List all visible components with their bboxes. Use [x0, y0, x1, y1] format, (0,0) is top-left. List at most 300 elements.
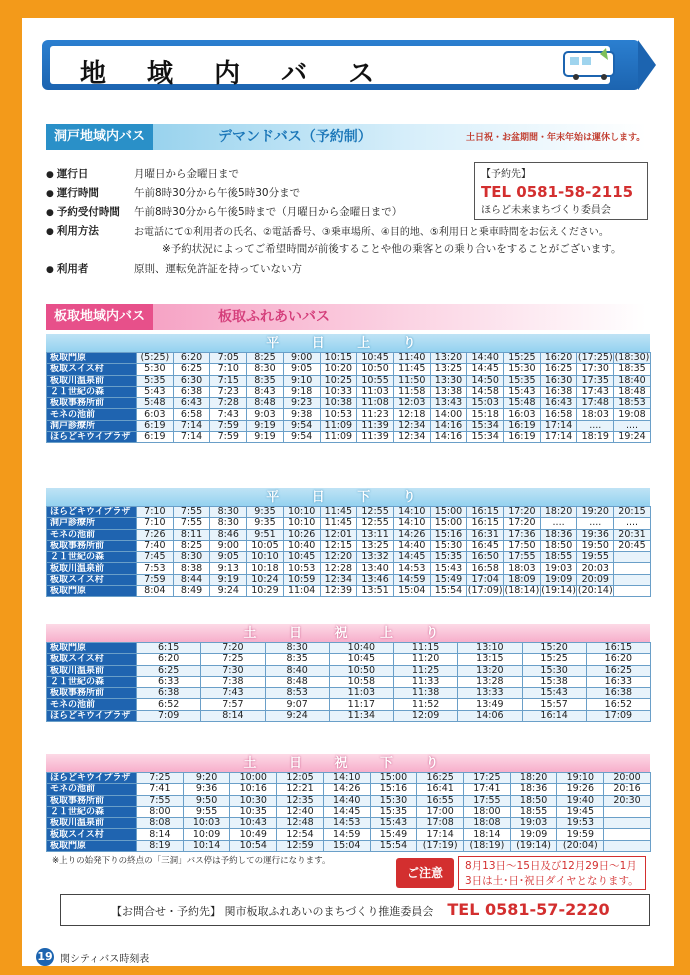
departure-time: 6:25 [137, 665, 201, 676]
departure-time: 16:25 [540, 364, 577, 375]
departure-time: 6:19 [137, 420, 174, 431]
departure-time: 15:04 [323, 840, 370, 851]
departure-time: 14:10 [393, 518, 430, 529]
itadori-area-label: 板取地域内バス [46, 304, 153, 330]
departure-time: 7:23 [210, 386, 247, 397]
departure-time: 17:20 [504, 518, 541, 529]
departure-time: 13:46 [357, 574, 394, 585]
departure-time: 11:23 [357, 409, 394, 420]
departure-time: 20:15 [614, 507, 651, 518]
table-row [47, 574, 651, 585]
departure-time: .... [614, 420, 651, 431]
departure-time: 8:49 [173, 586, 210, 597]
departure-time: 8:38 [173, 563, 210, 574]
departure-time: 9:35 [247, 518, 284, 529]
stop-name: ２１世紀の森 [47, 552, 137, 563]
departure-time: 17:20 [504, 507, 541, 518]
departure-time: 19:10 [557, 773, 604, 784]
departure-time: 20:45 [614, 540, 651, 551]
departure-time: 19:59 [557, 829, 604, 840]
departure-time: 10:45 [283, 552, 320, 563]
reservation-box [474, 162, 648, 220]
departure-time: 9:07 [265, 699, 329, 710]
departure-time: 5:43 [137, 386, 174, 397]
departure-time: 8:11 [173, 529, 210, 540]
info-value: 午前8時30分から午後5時まで（月曜日から金曜日まで） [134, 206, 403, 218]
page-number: 19 [36, 948, 54, 966]
departure-time: 12:59 [277, 840, 324, 851]
departure-time: 13:20 [458, 665, 522, 676]
departure-time: 19:24 [614, 432, 651, 443]
departure-time: 15:00 [370, 773, 417, 784]
departure-time: 6:30 [173, 375, 210, 386]
bus-icon [562, 48, 622, 80]
departure-time: 9:54 [283, 420, 320, 431]
departure-time: 19:03 [540, 563, 577, 574]
departure-time: 18:50 [510, 795, 557, 806]
departure-time: 10:54 [230, 840, 277, 851]
departure-time: 18:19 [577, 432, 614, 443]
departure-time [614, 552, 651, 563]
departure-time: 17:04 [467, 574, 504, 585]
departure-time: 13:33 [458, 688, 522, 699]
departure-time: 14:45 [467, 364, 504, 375]
departure-time: 18:00 [464, 806, 511, 817]
departure-time: 10:58 [329, 676, 393, 687]
stop-name: 洞戸診療所 [47, 420, 137, 431]
table-row [47, 710, 651, 721]
departure-time: 10:10 [283, 507, 320, 518]
departure-time: 9:38 [283, 409, 320, 420]
departure-time: 11:34 [329, 710, 393, 721]
departure-time: 11:40 [393, 353, 430, 364]
page-title: 地 域 内 バ ス [80, 59, 391, 89]
table-row [47, 540, 651, 551]
departure-time: 20:16 [604, 784, 651, 795]
departure-time: 12:21 [277, 784, 324, 795]
departure-time: 7:28 [210, 398, 247, 409]
departure-time: 6:38 [137, 688, 201, 699]
departure-time: 15:03 [467, 398, 504, 409]
stop-name: 板取門原 [47, 840, 137, 851]
departure-time: 11:03 [357, 386, 394, 397]
departure-time: 12:35 [277, 795, 324, 806]
departure-time: 9:50 [183, 795, 230, 806]
timetable-heading: 土 日 祝 上 り [46, 624, 650, 644]
info-key: ● 利用方法 [46, 223, 134, 238]
departure-time: 6:25 [173, 364, 210, 375]
departure-time: 6:15 [137, 643, 201, 654]
departure-time [604, 818, 651, 829]
table-row [47, 586, 651, 597]
reservation-phone[interactable]: TEL 0581-58-2115 [481, 183, 634, 201]
departure-time: 16:52 [586, 699, 650, 710]
departure-time: 10:50 [357, 364, 394, 375]
departure-time: .... [577, 420, 614, 431]
info-value: 月曜日から金曜日まで [134, 168, 239, 180]
departure-time: 8:04 [137, 586, 174, 597]
departure-time: 15:20 [522, 643, 586, 654]
departure-time: 13:43 [430, 398, 467, 409]
departure-time: 14:40 [393, 540, 430, 551]
departure-time: 13:28 [458, 676, 522, 687]
departure-time: 10:00 [230, 773, 277, 784]
departure-time: 18:36 [510, 784, 557, 795]
stop-name: 板取事務所前 [47, 688, 137, 699]
departure-time: 9:55 [183, 806, 230, 817]
departure-time: 9:23 [283, 398, 320, 409]
departure-time: 10:59 [283, 574, 320, 585]
departure-time: 17:41 [464, 784, 511, 795]
departure-time: 6:43 [173, 398, 210, 409]
departure-time: 6:58 [173, 409, 210, 420]
departure-time: 7:26 [137, 529, 174, 540]
departure-time: 18:40 [614, 375, 651, 386]
departure-time: 8:25 [247, 353, 284, 364]
footnote: ※上りの始発下りの終点の「三洞」バス停は予約しての運行になります。 [52, 856, 331, 866]
dome-service-note: 土日祝・お盆期間・年末年始は運休します。 [466, 133, 646, 143]
departure-time: 12:20 [320, 552, 357, 563]
info-row [46, 259, 646, 278]
departure-time: 13:51 [357, 586, 394, 597]
departure-time: 8:30 [210, 518, 247, 529]
departure-time: 8:43 [247, 386, 284, 397]
departure-time: 12:55 [357, 507, 394, 518]
contact-phone[interactable]: TEL 0581-57-2220 [447, 900, 610, 919]
departure-time: 11:20 [394, 654, 458, 665]
departure-time: 14:16 [430, 420, 467, 431]
departure-time: 6:20 [137, 654, 201, 665]
departure-time: 7:40 [137, 540, 174, 551]
departure-time: 7:30 [201, 665, 265, 676]
departure-time: 9:24 [265, 710, 329, 721]
departure-time: 11:03 [329, 688, 393, 699]
timetable-page [22, 18, 674, 966]
departure-time: 10:25 [320, 375, 357, 386]
departure-time: 8:30 [265, 643, 329, 654]
departure-time: 16:19 [504, 432, 541, 443]
departure-time: 11:58 [393, 386, 430, 397]
contact-box [60, 894, 650, 926]
departure-time: 18:03 [577, 409, 614, 420]
departure-time: 15:00 [430, 518, 467, 529]
itadori-service-label: 板取ふれあいバス [218, 309, 330, 325]
departure-time: 19:03 [510, 818, 557, 829]
departure-time: 18:14 [464, 829, 511, 840]
departure-time: 15:30 [504, 364, 541, 375]
departure-time: 6:52 [137, 699, 201, 710]
departure-time: 8:00 [137, 806, 184, 817]
departure-time: 15:00 [430, 507, 467, 518]
reservation-label: 【予約先】 [481, 169, 531, 180]
departure-time: 9:03 [247, 409, 284, 420]
departure-time: 7:45 [137, 552, 174, 563]
departure-time: 10:14 [183, 840, 230, 851]
departure-time: 10:09 [183, 829, 230, 840]
table-row [47, 507, 651, 518]
departure-time: 10:18 [247, 563, 284, 574]
departure-time: 10:10 [283, 518, 320, 529]
departure-time: 9:18 [283, 386, 320, 397]
departure-time: 14:00 [430, 409, 467, 420]
stop-name: ほらどキウイプラザ [47, 432, 137, 443]
departure-time: 18:48 [614, 386, 651, 397]
departure-time: 8:14 [137, 829, 184, 840]
departure-time: 7:43 [210, 409, 247, 420]
departure-time: 9:36 [183, 784, 230, 795]
departure-time: 14:58 [467, 386, 504, 397]
departure-time: 18:36 [540, 529, 577, 540]
departure-time: 15:38 [522, 676, 586, 687]
departure-time: 9:20 [183, 773, 230, 784]
departure-time: 10:40 [283, 540, 320, 551]
stop-name: モネの池前 [47, 529, 137, 540]
departure-time: 18:03 [504, 563, 541, 574]
departure-time: 14:06 [458, 710, 522, 721]
departure-time: 11:09 [320, 432, 357, 443]
stop-name: 板取門原 [47, 643, 137, 654]
departure-time: 9:19 [247, 420, 284, 431]
departure-time: 7:15 [210, 375, 247, 386]
departure-time: 13:32 [357, 552, 394, 563]
stop-name: 板取事務所前 [47, 795, 137, 806]
departure-time: 8:44 [173, 574, 210, 585]
departure-time: 6:38 [173, 386, 210, 397]
departure-time: 10:24 [247, 574, 284, 585]
departure-time: 10:33 [320, 386, 357, 397]
departure-time: 12:34 [320, 574, 357, 585]
departure-time: 16:41 [417, 784, 464, 795]
contact-label: 【お問合せ・予約先】 関市板取ふれあいのまちづくり推進委員会 [111, 905, 434, 918]
departure-time: 14:50 [467, 375, 504, 386]
departure-time: 14:26 [323, 784, 370, 795]
departure-time: 15:43 [522, 688, 586, 699]
departure-time: 16:38 [586, 688, 650, 699]
departure-time: 17:35 [577, 375, 614, 386]
timetable-heading: 平 日 下 り [46, 488, 650, 508]
departure-time: 10:55 [357, 375, 394, 386]
departure-time: 8:53 [265, 688, 329, 699]
departure-time: 18:50 [540, 540, 577, 551]
departure-time: 13:25 [357, 540, 394, 551]
departure-time: 18:53 [614, 398, 651, 409]
departure-time: 5:35 [137, 375, 174, 386]
info-value: 原則、運転免許証を持っていない方 [134, 263, 302, 275]
departure-time: 19:20 [577, 507, 614, 518]
departure-time: 7:20 [201, 643, 265, 654]
departure-time: 10:29 [247, 586, 284, 597]
departure-time: (17:25) [577, 352, 613, 364]
departure-time: 11:33 [394, 676, 458, 687]
departure-time: 15:30 [370, 795, 417, 806]
departure-time: 17:09 [586, 710, 650, 721]
departure-time: 16:25 [586, 665, 650, 676]
departure-time: 8:30 [247, 364, 284, 375]
departure-time: (19:14) [510, 840, 557, 851]
departure-time: 15:35 [504, 375, 541, 386]
departure-time: 9:24 [210, 586, 247, 597]
departure-time: 12:05 [277, 773, 324, 784]
departure-time: 6:33 [137, 676, 201, 687]
departure-time: 14:45 [323, 806, 370, 817]
departure-time: 8:14 [201, 710, 265, 721]
departure-time: 17:50 [504, 540, 541, 551]
departure-time: 12:18 [393, 409, 430, 420]
departure-time: 10:49 [230, 829, 277, 840]
departure-time: (18:19) [464, 840, 511, 851]
departure-time: 7:10 [137, 507, 174, 518]
departure-time: (20:14) [577, 585, 613, 597]
itadori-section-header [46, 304, 646, 330]
stop-name: 板取スイス村 [47, 829, 137, 840]
timetable [46, 642, 651, 722]
stop-name: モネの池前 [47, 699, 137, 710]
table-row [47, 432, 651, 443]
departure-time: 15:16 [430, 529, 467, 540]
departure-time: 13:20 [430, 353, 467, 364]
table-row [47, 829, 651, 840]
table-row [47, 643, 651, 654]
departure-time: 8:48 [247, 398, 284, 409]
departure-time: 6:03 [137, 409, 174, 420]
departure-time: (18:30) [614, 352, 650, 364]
departure-time: 15:18 [467, 409, 504, 420]
departure-time: 10:40 [329, 643, 393, 654]
departure-time: 16:43 [540, 398, 577, 409]
departure-time: 9:10 [283, 375, 320, 386]
table-row [47, 420, 651, 431]
caution-label: ご注意 [396, 858, 454, 888]
departure-time: 17:43 [577, 386, 614, 397]
stop-name: 板取スイス村 [47, 654, 137, 665]
dome-section-header [46, 124, 646, 150]
departure-time: 10:38 [320, 398, 357, 409]
departure-time: 15:49 [430, 574, 467, 585]
departure-time: 12:09 [394, 710, 458, 721]
table-row [47, 375, 651, 386]
departure-time: 17:25 [464, 773, 511, 784]
stop-name: ほらどキウイプラザ [47, 710, 137, 721]
table-row [47, 784, 651, 795]
departure-time: 19:26 [557, 784, 604, 795]
departure-time: 18:09 [504, 574, 541, 585]
departure-time: 8:35 [247, 375, 284, 386]
table-row [47, 665, 651, 676]
departure-time: 12:55 [357, 518, 394, 529]
departure-time: 16:45 [467, 540, 504, 551]
departure-time: 17:55 [504, 552, 541, 563]
departure-time: (18:14) [504, 585, 540, 597]
stop-name: 板取門原 [47, 586, 137, 597]
departure-time: 19:53 [557, 818, 604, 829]
info-key: ● 運行時間 [46, 185, 134, 200]
departure-time: .... [540, 518, 577, 529]
departure-time: 19:45 [557, 806, 604, 817]
departure-time: 9:54 [283, 432, 320, 443]
departure-time: 15:34 [467, 420, 504, 431]
stop-name: 板取川温泉前 [47, 375, 137, 386]
departure-time: 10:26 [283, 529, 320, 540]
departure-time: 11:04 [283, 586, 320, 597]
departure-time: 15:48 [504, 398, 541, 409]
departure-time: 7:53 [137, 563, 174, 574]
page-footer [36, 948, 149, 966]
stop-name: 板取川温泉前 [47, 665, 137, 676]
departure-time: 11:45 [320, 507, 357, 518]
departure-time: 8:30 [210, 507, 247, 518]
departure-time: 8:40 [265, 665, 329, 676]
departure-time: .... [614, 518, 651, 529]
departure-time: 13:10 [458, 643, 522, 654]
departure-time: 7:59 [210, 432, 247, 443]
departure-time: 17:36 [504, 529, 541, 540]
table-row [47, 699, 651, 710]
departure-time: 17:00 [417, 806, 464, 817]
departure-time: 8:08 [137, 818, 184, 829]
departure-time: (19:14) [541, 585, 576, 597]
departure-time: 12:15 [320, 540, 357, 551]
departure-time: 20:03 [577, 563, 614, 574]
table-row [47, 409, 651, 420]
departure-time: 15:49 [370, 829, 417, 840]
departure-time: 7:05 [210, 353, 247, 364]
info-row [46, 221, 646, 240]
table-row [47, 552, 651, 563]
departure-time: 5:30 [137, 364, 174, 375]
departure-time: 15:43 [370, 818, 417, 829]
departure-time: 8:25 [173, 540, 210, 551]
departure-time: 7:59 [137, 574, 174, 585]
stop-name: ２１世紀の森 [47, 386, 137, 397]
stop-name: 板取川温泉前 [47, 818, 137, 829]
title-banner [42, 40, 640, 90]
info-key: ● 運行日 [46, 166, 134, 181]
departure-time: 16:30 [540, 375, 577, 386]
departure-time: 8:19 [137, 840, 184, 851]
departure-time: 17:14 [417, 829, 464, 840]
departure-time: 10:43 [230, 818, 277, 829]
departure-time: 16:15 [586, 643, 650, 654]
departure-time: 16:50 [467, 552, 504, 563]
departure-time: 15:54 [370, 840, 417, 851]
departure-time: 7:09 [137, 710, 201, 721]
stop-name: 板取事務所前 [47, 540, 137, 551]
departure-time: 7:55 [173, 507, 210, 518]
departure-time: 11:50 [393, 375, 430, 386]
departure-time: 6:20 [173, 353, 210, 364]
departure-time: 8:30 [173, 552, 210, 563]
departure-time: 13:49 [458, 699, 522, 710]
departure-time: 10:45 [329, 654, 393, 665]
table-row [47, 563, 651, 574]
departure-time [604, 840, 651, 851]
departure-time: 14:53 [393, 563, 430, 574]
departure-time: 7:41 [137, 784, 184, 795]
table-row [47, 676, 651, 687]
stop-name: ほらどキウイプラザ [47, 507, 137, 518]
departure-time: 11:45 [393, 364, 430, 375]
stop-name: モネの池前 [47, 784, 137, 795]
departure-time: 11:17 [329, 699, 393, 710]
departure-time: 14:40 [323, 795, 370, 806]
departure-time: 15:30 [522, 665, 586, 676]
departure-time: 7:55 [137, 795, 184, 806]
departure-time: 17:48 [577, 398, 614, 409]
departure-time: 7:43 [201, 688, 265, 699]
table-row [47, 773, 651, 784]
departure-time: 19:36 [577, 529, 614, 540]
departure-time: 10:15 [320, 353, 357, 364]
